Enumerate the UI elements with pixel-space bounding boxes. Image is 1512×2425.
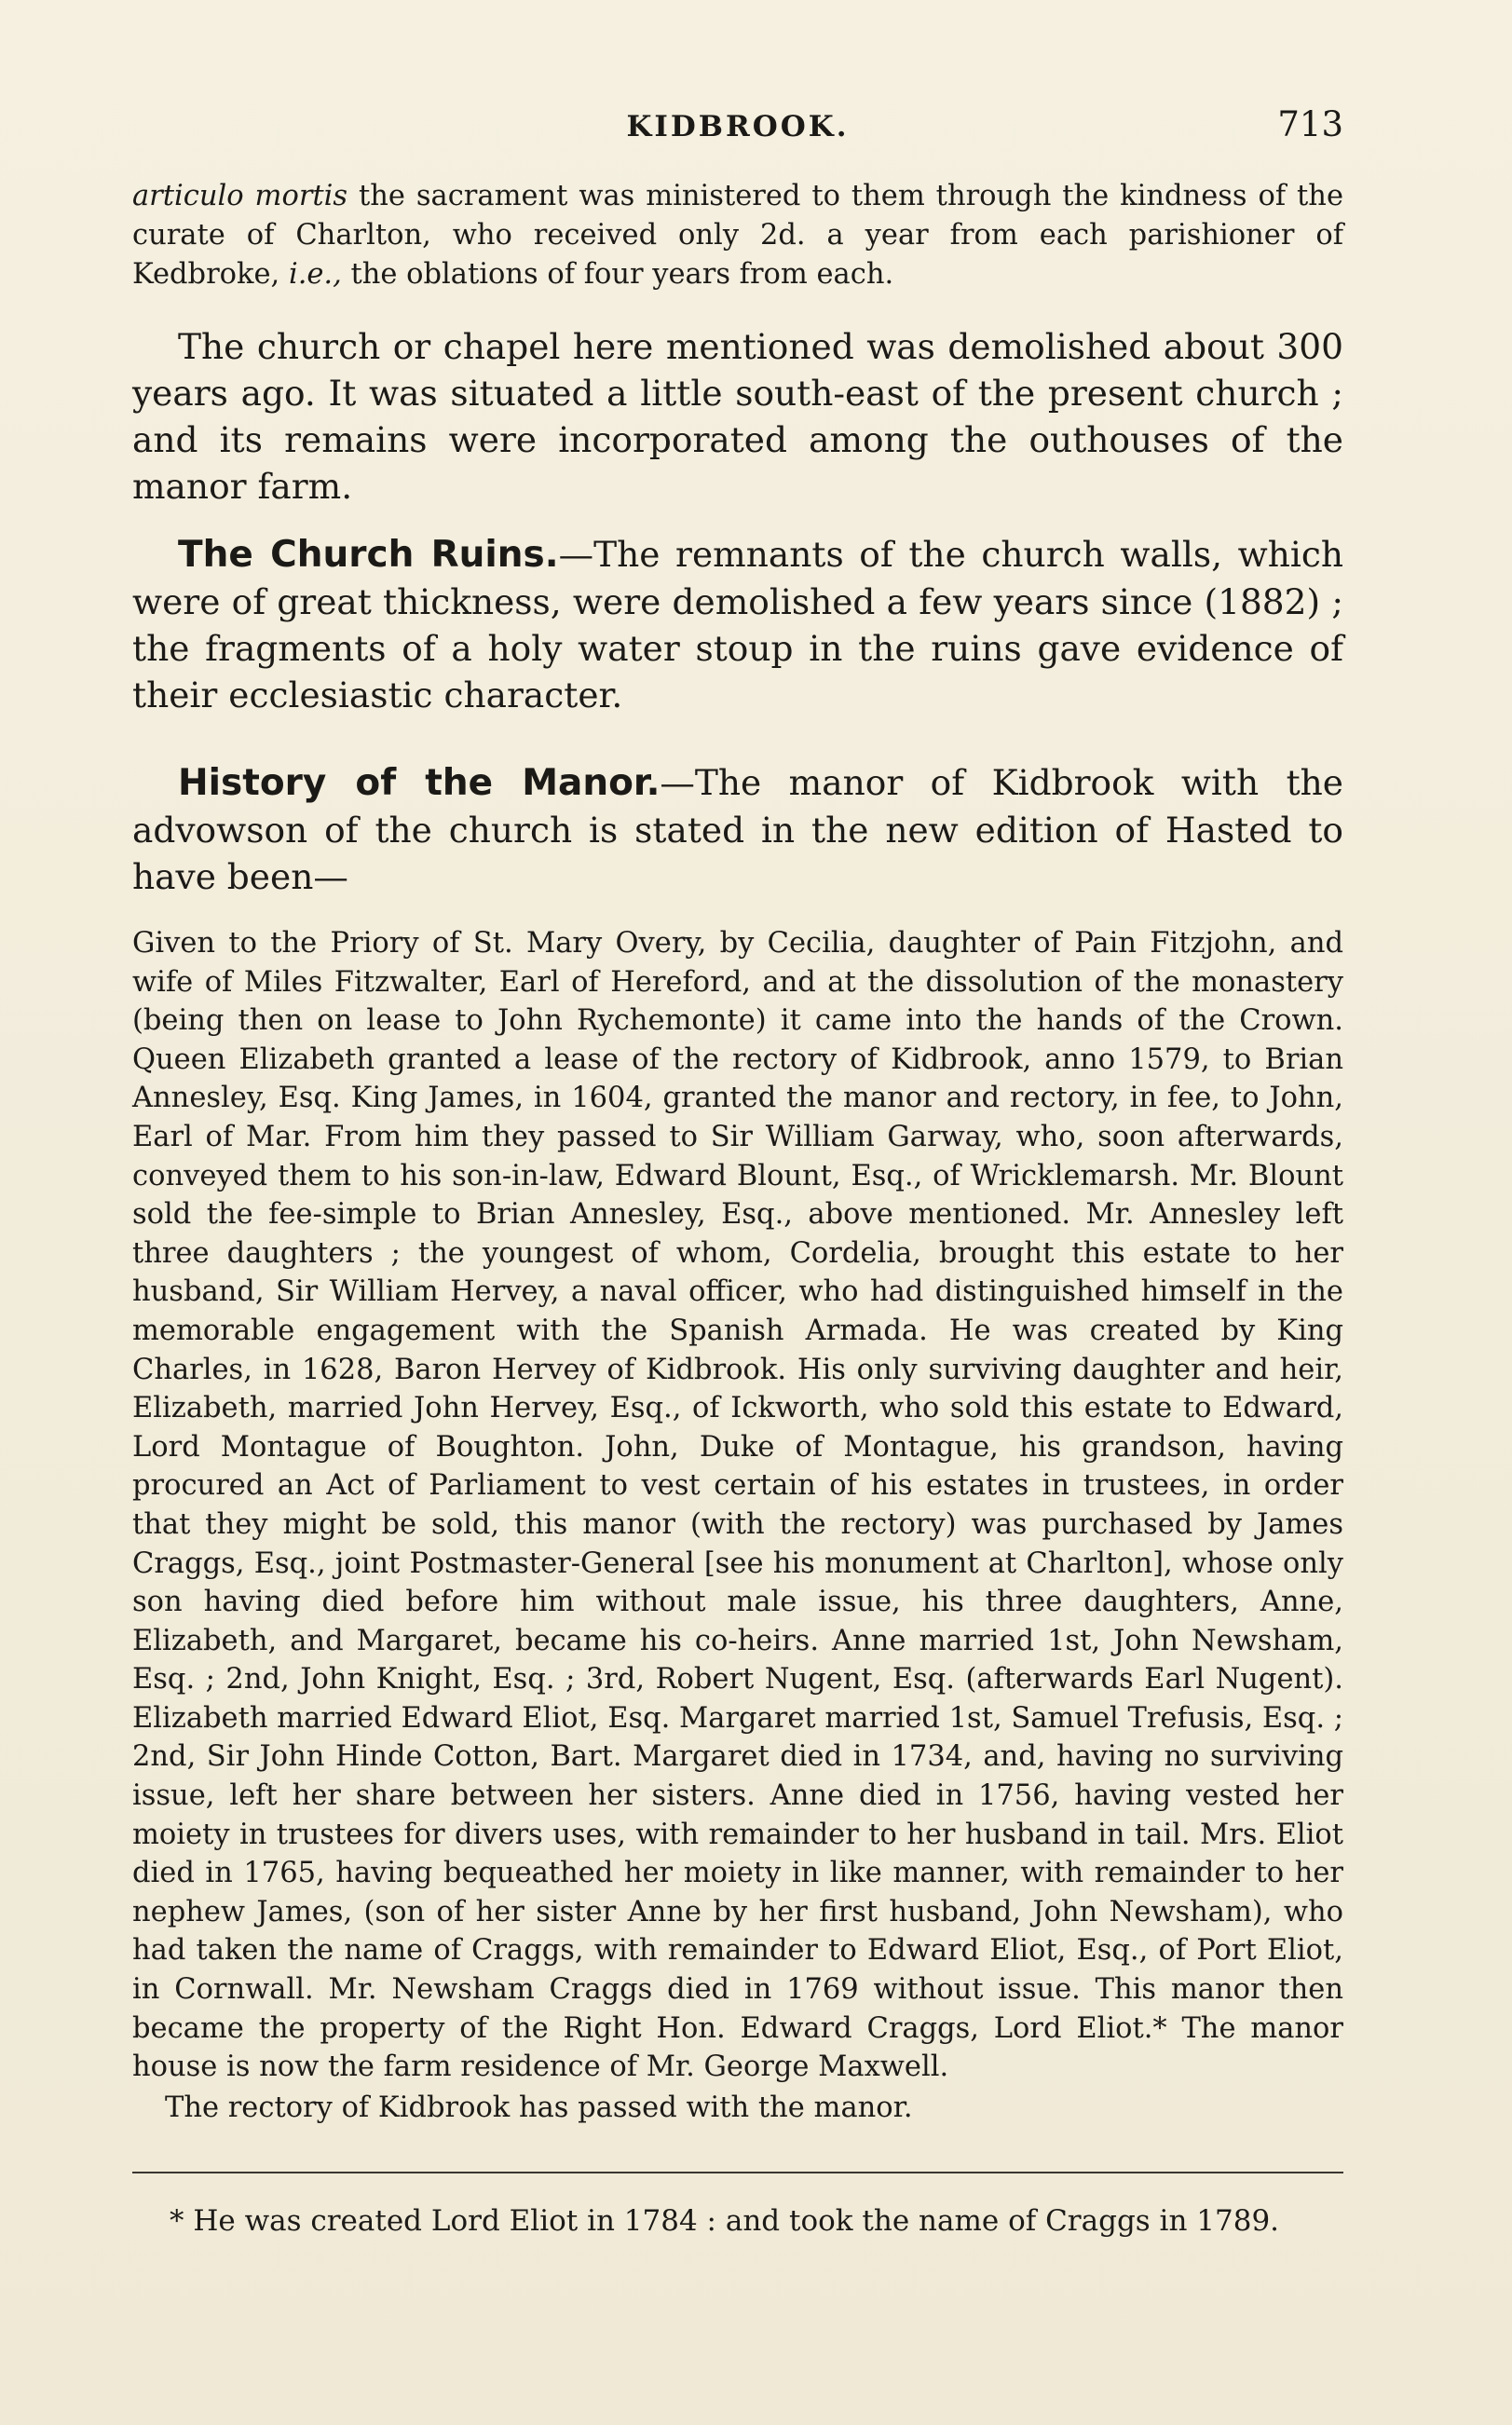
- intro-paragraph: [132, 177, 1343, 294]
- running-title: KIDBROOK.: [626, 110, 850, 143]
- running-head: [132, 104, 1343, 160]
- chapel-paragraph: The church or chapel here mentioned was demolished about 300 years ago. It was situated a little south-east of the present church ; and its remains were incorporated among the outhouses of the manor farm.: [132, 326, 1343, 507]
- footnote: * He was created Lord Eliot in 1784 : and took the name of Craggs in 1789.: [170, 2204, 1280, 2238]
- intro-italic-ie: i.e.,: [288, 258, 342, 291]
- manor-history-paragraph: [132, 759, 1343, 900]
- intro-text-2: the oblations of four years from each.: [341, 258, 894, 291]
- rectory-line: The rectory of Kidbrook has passed with the manor.: [165, 2091, 913, 2124]
- hasted-quotation: Given to the Priory of St. Mary Overy, by Cecilia, daughter of Pain Fitzjohn, and wife of Miles Fitzwalter, Earl of Hereford, and at the dissolution of the monastery (being then on lease to John Rychemonte) it came into the hands of the Crown. Queen Elizabeth granted a lease of the rectory of Kidbrook, anno 1579, to Brian Annesley, Esq. King James, in 1604, granted the manor and rectory, in fee, to John, Earl of Mar. From him they passed to Sir William Garway, who, soon afterwards, conveyed them to his son-in-law, Edward Blount, Esq., of Wricklemarsh. Mr. Blount sold the fee-simple to Brian Annesley, Esq., above mentioned. Mr. Annesley left three daughters ; the youngest of whom, Cordelia, brought this estate to her husband, Sir William Hervey, a naval officer, who had distinguished himself in the memorable engagement with the Spanish Armada. He was created by King Charles, in 1628, Baron Hervey of Kidbrook. His only surviving daughter and heir, Elizabeth, married John Hervey, Esq., of Ickworth, who sold this estate to Edward, Lord Montague of Boughton. John, Duke of Montague, his grandson, having procured an Act of Parliament to vest certain of his estates in trustees, in order that they might be sold, this manor (with the rectory) was purchased by James Craggs, Esq., joint Postmaster-General [see his monument at Charlton], whose only son having died before him without male issue, his three daughters, Anne, Elizabeth, and Margaret, became his co-heirs. Anne married 1st, John Newsham, Esq. ; 2nd, John Knight, Esq. ; 3rd, Robert Nugent, Esq. (afterwards Earl Nugent). Elizabeth married Edward Eliot, Esq. Margaret married 1st, Samuel Trefusis, Esq. ; 2nd, Sir John Hinde Cotton, Bart. Margaret died in 1734, and, having no surviving issue, left her share between her sisters. Anne died in 1756, having vested her moiety in trustees for divers uses, with remainder to her husband in tail. Mrs. Eliot died in 1765, having bequeathed her moiety in like manner, with remainder to her nephew James, (son of her sister Anne by her first husband, John Newsham), who had taken the name of Craggs, with remainder to Edward Eliot, Esq., of Port Eliot, in Cornwall. Mr. Newsham Craggs died in 1769 without issue. This manor then became the property of the Right Hon. Edward Craggs, Lord Eliot.* The manor house is now the farm residence of Mr. George Maxwell.: [132, 927, 1343, 2084]
- footnote-rule: [132, 2172, 1343, 2173]
- page-number: 713: [1277, 104, 1343, 144]
- manor-history-text: —The manor of Kidbrook with the advowson of the church is stated in the new edition of Hasted to have been—: [132, 762, 1343, 897]
- manor-history-heading: History of the Manor.: [178, 762, 661, 804]
- intro-italic-lead: articulo mortis: [132, 180, 348, 212]
- intro-text-1: the sacrament was ministered to them through the kindness of the curate of Charlton, who received only 2d. a year from each parishioner of Kedbroke,: [132, 180, 1343, 291]
- church-ruins-text: —The remnants of the church walls, which were of great thickness, were demolished a few years since (1882) ; the fragments of a holy water stoup in the ruins gave evidence of their ecclesiastic character.: [132, 534, 1343, 715]
- church-ruins-paragraph: [132, 531, 1343, 718]
- church-ruins-heading: The Church Ruins.: [178, 534, 559, 576]
